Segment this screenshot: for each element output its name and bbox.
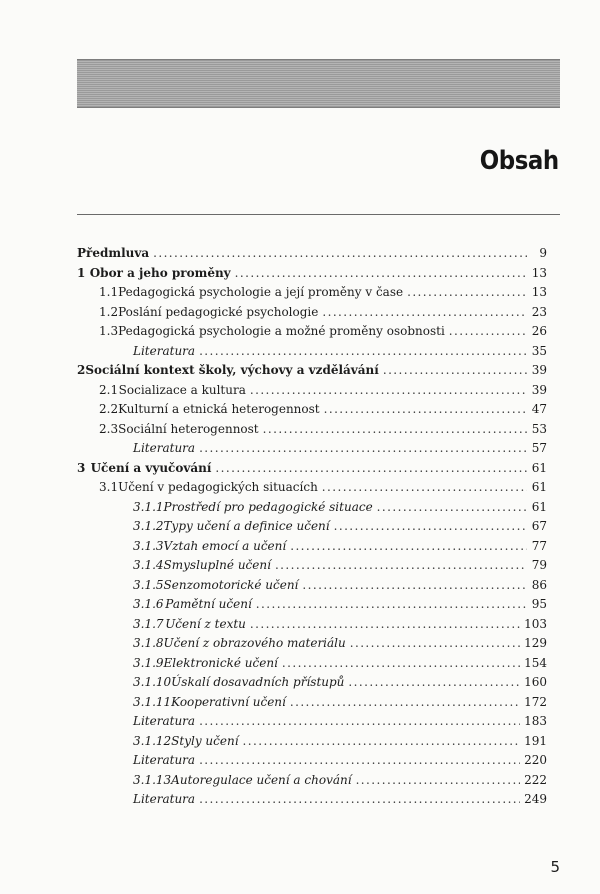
toc-entry-label: Socializace a kultura [118,382,246,397]
toc-entry-number: 3 [77,460,86,475]
header-band [77,59,560,108]
dot-leader [322,303,527,323]
toc-entry-number: 3.1.3 [133,538,164,553]
toc-entry-page: 47 [531,402,547,416]
dot-leader [407,283,527,303]
toc-entry-page: 191 [524,733,547,748]
toc-entry-page: 160 [524,675,547,689]
toc-entry [77,517,547,537]
toc-entry [77,478,547,498]
toc-entry-label: Literatura [133,753,196,767]
table-of-contents [77,244,547,810]
toc-entry-page: 249 [524,792,547,806]
toc-entry-label: Kulturní a etnická heterogennost [118,402,320,416]
toc-entry-page: 39 [531,363,547,377]
toc-entry [77,576,547,596]
toc-entry-page: 39 [531,382,547,397]
toc-entry-label: Učení z obrazového materiálu [163,636,346,650]
dot-leader [356,771,521,791]
toc-entry-number: 3.1.8 [133,636,164,650]
toc-entry [77,654,547,674]
toc-entry-number: 3.1.1 [133,499,164,514]
toc-entry-page: 53 [531,421,547,436]
dot-leader [350,634,520,654]
toc-entry-page: 61 [531,499,547,514]
dot-leader [449,322,527,342]
toc-entry-label: Sociální kontext školy, výchovy a vzdělávání [85,363,379,377]
toc-entry-page: 13 [531,265,547,280]
toc-entry-number: 3.1.11 [133,694,172,709]
toc-entry-page: 220 [524,753,547,767]
toc-entry [77,634,547,654]
dot-leader [235,264,527,284]
toc-entry-label: Literatura [133,441,196,455]
toc-entry-number: 3.1.12 [133,733,172,748]
dot-leader [153,244,527,264]
dot-leader [263,420,527,440]
toc-entry-label: Předmluva [77,246,150,260]
toc-entry-number: 2 [77,363,86,377]
toc-entry [77,381,547,401]
toc-entry-label: Prostředí pro pedagogické situace [163,499,373,514]
dot-leader [250,615,520,635]
dot-leader [282,654,520,674]
toc-entry [77,673,547,693]
toc-entry-number: 2.2 [99,402,119,416]
toc-entry-label: Kooperativní učení [171,694,286,709]
toc-entry-number: 2.3 [99,421,119,436]
toc-entry [77,303,547,323]
toc-entry-label: Poslání pedagogické psychologie [118,304,319,319]
toc-entry-label: Literatura [133,714,196,728]
dot-leader [256,595,527,615]
toc-entry-number: 3.1.5 [133,577,164,592]
toc-entry-number: 1.1 [99,285,119,299]
toc-entry-page: 23 [531,304,547,319]
toc-entry [77,771,547,791]
toc-entry [77,615,547,635]
toc-entry-page: 61 [531,480,547,494]
dot-leader [290,537,527,557]
toc-entry-label: Úskalí dosavadních přístupů [171,675,345,689]
dot-leader [250,381,527,401]
toc-entry-number: 3.1.10 [133,675,172,689]
dot-leader [334,517,527,537]
toc-entry-page: 9 [539,246,547,260]
toc-entry-page: 103 [524,616,547,631]
toc-entry-label: Učení a vyučování [90,460,212,475]
toc-entry-number: 1.3 [99,324,119,338]
toc-entry [77,283,547,303]
toc-entry-label: Vztah emocí a učení [163,538,287,553]
toc-entry [77,732,547,752]
page-number: 5 [550,858,560,876]
toc-entry-number: 3.1.4 [133,558,164,572]
toc-entry-page: 129 [524,636,547,650]
toc-entry-label: Autoregulace učení a chování [171,772,352,787]
toc-entry-page: 154 [524,655,547,670]
toc-entry-page: 172 [524,694,547,709]
toc-entry [77,459,547,479]
toc-entry [77,537,547,557]
toc-entry-label: Senzomotorické učení [163,577,299,592]
toc-entry-label: Elektronické učení [163,655,278,670]
toc-entry [77,712,547,732]
toc-entry-page: 86 [531,577,547,592]
toc-entry-page: 222 [524,772,547,787]
dot-leader [290,693,520,713]
dot-leader [199,439,527,459]
toc-entry-label: Učení z textu [165,616,246,631]
dot-leader [199,790,520,810]
toc-entry-page: 26 [531,324,547,338]
toc-entry-label: Literatura [133,792,196,806]
dot-leader [199,751,520,771]
toc-entry-label: Typy učení a definice učení [163,519,330,533]
toc-entry-label: Obor a jeho proměny [89,265,231,280]
toc-entry-number: 2.1 [99,382,119,397]
dot-leader [275,556,527,576]
toc-entry [77,361,547,381]
toc-entry [77,498,547,518]
toc-entry-number: 3.1.9 [133,655,164,670]
toc-entry-label: Smysluplné učení [163,558,271,572]
toc-entry [77,439,547,459]
toc-entry-number: 3.1.7 [133,616,164,631]
dot-leader [348,673,520,693]
toc-entry [77,342,547,362]
toc-entry [77,420,547,440]
toc-entry-number: 3.1 [99,480,119,494]
dot-leader [199,712,520,732]
toc-entry-page: 95 [531,597,547,611]
toc-entry [77,244,547,264]
toc-entry-label: Styly učení [171,733,239,748]
dot-leader [302,576,527,596]
toc-entry-number: 3.1.13 [133,772,172,787]
toc-entry-number: 1 [77,265,86,280]
title-rule [77,214,560,215]
toc-entry [77,790,547,810]
toc-entry-page: 183 [524,714,547,728]
dot-leader [199,342,527,362]
dot-leader [377,498,527,518]
toc-entry-label: Pamětní učení [165,597,252,611]
toc-entry-label: Pedagogická psychologie a možné proměny osobnosti [118,324,445,338]
page-title: Obsah [480,146,559,176]
toc-entry-label: Sociální heterogennost [118,421,259,436]
toc-entry-page: 77 [531,538,547,553]
toc-entry [77,595,547,615]
toc-entry [77,400,547,420]
toc-entry-page: 79 [531,558,547,572]
dot-leader [324,400,527,420]
toc-entry-label: Učení v pedagogických situacích [118,480,318,494]
toc-entry [77,751,547,771]
toc-entry [77,264,547,284]
dot-leader [322,478,527,498]
dot-leader [383,361,527,381]
toc-entry-page: 61 [531,460,547,475]
toc-entry-label: Pedagogická psychologie a její proměny v čase [118,285,404,299]
dot-leader [243,732,521,752]
toc-entry-number: 1.2 [99,304,119,319]
toc-entry-page: 57 [531,441,547,455]
toc-entry-label: Literatura [133,343,196,358]
toc-entry [77,322,547,342]
toc-entry [77,556,547,576]
toc-entry [77,693,547,713]
toc-entry-page: 13 [531,285,547,299]
toc-entry-number: 3.1.6 [133,597,164,611]
toc-entry-page: 35 [531,343,547,358]
toc-entry-page: 67 [531,519,547,533]
dot-leader [215,459,527,479]
toc-entry-number: 3.1.2 [133,519,164,533]
